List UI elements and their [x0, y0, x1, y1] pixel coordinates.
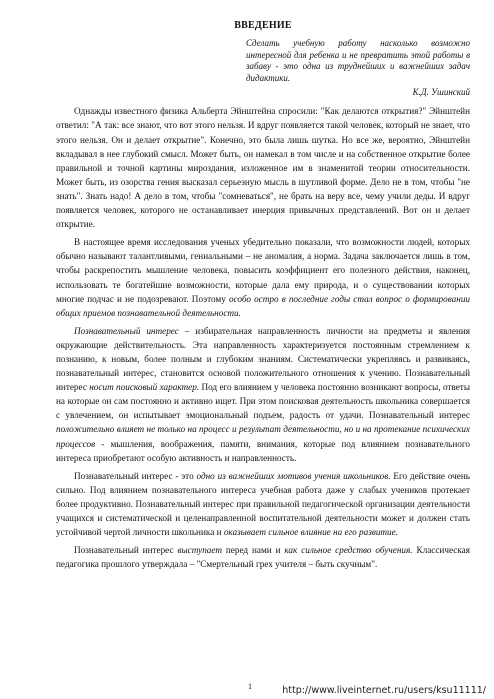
epigraph-quote: Сделать учебную работу насколько возможно интересной для ребенка и не превратить этой работы в забаву - это одна из труднейших и важнейших задач дидактики.: [246, 38, 470, 83]
page-title: ВВЕДЕНИЕ: [234, 20, 292, 31]
page-number: 1: [248, 681, 252, 691]
emphasis-acts: выступает: [177, 545, 222, 556]
paragraph-text: Под его влиянием у человека постоянно возникают вопросы, ответы на которые он сам постоянно и активно ищет. При этом поисковая деятельность школьника совершается с увлечением, он испытывает эмоциональный подъем, радость от удачи. Познавательный интерес: [56, 382, 470, 421]
paragraph-text: Познавательный интерес - это: [74, 470, 197, 481]
paragraph-text: Его действие очень сильно. Под влиянием познавательного интереса учебная работа даже у слабых учеников протекает более продуктивно. Познавательный интерес при правильной педагогической организации деятельности учащихся и систематической и целенаправленной воспитательной деятельности может и должен стать устойчивой чертой личности школьника и: [56, 470, 470, 538]
term-cognitive-interest: Познавательный интерес: [74, 325, 179, 336]
paragraph-teaching-means: [56, 543, 470, 571]
paragraph-text: Классическая педагогика прошлого утверждала – "Смертельный грех учителя – быть скучным".: [56, 545, 470, 570]
paragraph-text: - мышления, воображения, памяти, внимания, которые под влиянием познавательного интереса приобретают особую активность и направленность.: [56, 438, 470, 463]
paragraph-text: перед нами и: [222, 545, 285, 556]
paragraph-motives: [56, 469, 470, 539]
emphasis-motives: одно из важнейших мотивов учения школьников.: [196, 470, 391, 481]
paragraph-cognitive-interest: [56, 324, 470, 465]
paragraph-text: Познавательный интерес: [74, 545, 178, 556]
paragraph-research-emphasis: особо остро в последние годы стал вопрос о формировании общих приемов познавательной деятельности.: [56, 293, 471, 318]
watermark-url: http://www.liveinternet.ru/users/ksu11111/: [282, 685, 486, 696]
emphasis-teaching-means: как сильное средство обучения.: [284, 545, 413, 556]
emphasis-positive-influence: положительно влияет не только на процесс и результат деятельности, но и на протекание психических процессов: [56, 424, 470, 449]
paragraph-research-text: В настоящее время исследования ученых убедительно показали, что возможности людей, которых обычно называют талантливыми, гениальными – не аномалия, а норма. Задача заключается лишь в том, чтобы раскрепостить мышление человека, повысить коэффициент его полезного действия, наконец, использовать те богатейшие возможности, которые дала ему природа, и о существовании которых многие подчас и не подозревают. Поэтому: [56, 237, 470, 304]
emphasis-search-character: носит поисковый характер.: [89, 382, 200, 393]
epigraph-author: К.Д. Ушинский: [412, 87, 470, 98]
paragraph-research: [56, 235, 470, 320]
paragraph-einstein: Однажды известного физика Альберта Эйнштейна спросили: "Как делаются открытия?" Эйнштейн ответил: "А так: все знают, что вот этого нельзя. И вдруг появляется такой человек, который не знает, что этого нельзя. Он и делает открытие". Конечно, это была лишь шутка. Но все же, вероятно, Эйнштейн вкладывал в нее глубокий смысл. Может быть, он намекал в том числе и на собственное открытие более правильной и точной картины мироздания, изложенное им в знаменитой теории относительности. Может быть, из озорства гения высказал серьезную мысль в шутливой форме. Дело не в том, чтобы "не знать". Знать надо! А дело в том, чтобы "сомневаться", не брать на веру все, чему учили деды. И вдруг появляется человек, которого не останавливает инерция привычных представлений. Вот он и делает открытие.: [56, 106, 470, 230]
paragraph-text: – избирательная направленность личности на предметы и явления окружающие действительность. Эта направленность характеризуется постоянным стремлением к познанию, к новым, более полным и глубоким знаниям. Систематически укрепляясь и развиваясь, познавательный интерес, становится основой положительного отношения к учению. Познавательный интерес: [56, 325, 471, 393]
emphasis-development: оказывает сильное влияние на его развитие.: [223, 527, 399, 538]
